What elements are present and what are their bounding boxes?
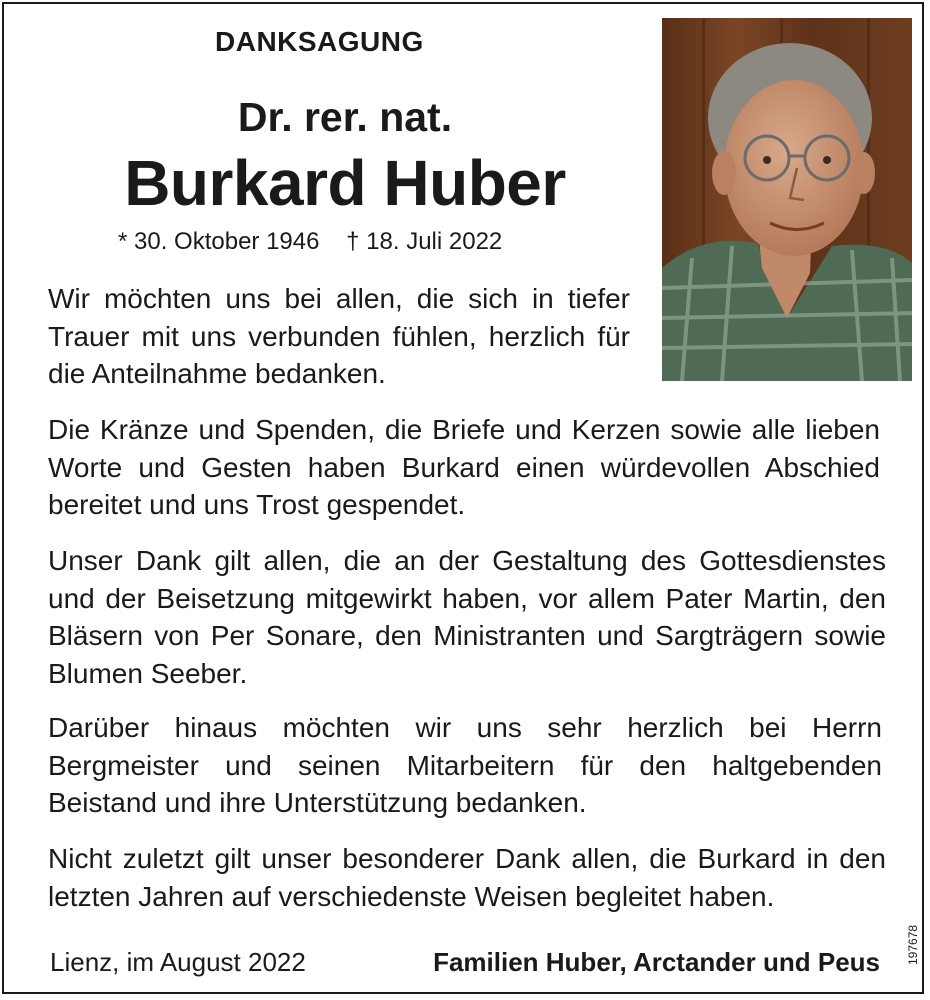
death-date: † 18. Juli 2022 [346,228,503,255]
notice-heading: DANKSAGUNG [215,26,424,57]
paragraph-final: Nicht zuletzt gilt unser besonderer Dank allen, die Burkard in den letzten Jahren auf verschiedenste Weisen begleitet haben. [48,843,886,912]
signature-families: Familien Huber, Arctander und Peus [433,947,880,977]
birth-date: * 30. Oktober 1946 [118,228,320,255]
paragraph-thanks: Wir möchten uns bei allen, die sich in tiefer Trauer mit uns verbunden fühlen, herzlich für die Anteilnahme bedanken. [48,283,630,389]
paragraph-bergmeister: Darüber hinaus möchten wir uns sehr herzlich bei Herrn Bergmeister und seinen Mitarbeitern für den haltgebenden Beistand und ihre Unterstützung bedanken. [48,712,882,818]
ad-code: 197678 [906,924,920,965]
paragraph-service: Unser Dank gilt allen, die an der Gestaltung des Gottesdienstes und der Beisetzung mitgewirkt haben, vor allem Pater Martin, den Bläsern von Per Sonare, den Ministranten und Sargträgern sowie Blumen Seeber. [48,545,886,689]
portrait-photo [662,18,912,381]
place-date: Lienz, im August 2022 [50,947,306,977]
academic-title: Dr. rer. nat. [237,94,453,140]
life-dates [118,228,502,256]
paragraph-wreaths: Die Kränze und Spenden, die Briefe und Kerzen sowie alle lieben Worte und Gesten haben Burkard einen würdevollen Abschied bereitet und uns Trost gespendet. [48,414,880,520]
deceased-name: Burkard Huber [124,147,566,219]
